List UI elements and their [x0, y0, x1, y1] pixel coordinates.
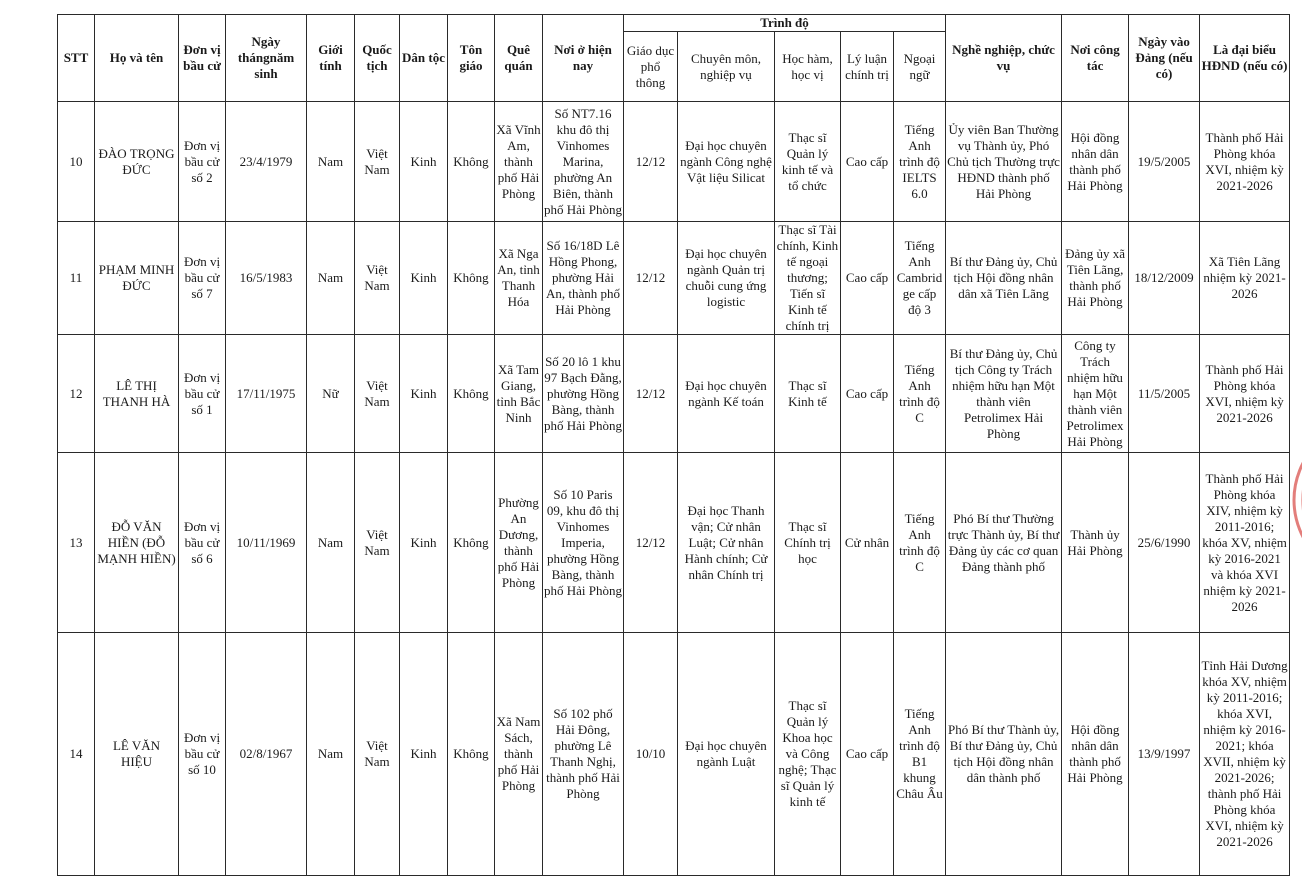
col-header-noi-o: Nơi ở hiện nay: [543, 15, 624, 102]
cell-ton-giao: Không: [448, 633, 495, 876]
cell-noi-o: Số 20 lô 1 khu 97 Bạch Đằng, phường Hồng Bàng, thành phố Hải Phòng: [543, 335, 624, 453]
table-row: [58, 633, 1290, 876]
cell-gioi-tinh: Nam: [307, 102, 355, 222]
cell-ngay-vao-dang: 18/12/2009: [1129, 222, 1200, 335]
cell-quoc-tich: Việt Nam: [355, 335, 400, 453]
red-seal-stamp: [1278, 415, 1302, 585]
cell-noi-cong-tac: Hội đồng nhân dân thành phố Hải Phòng: [1062, 102, 1129, 222]
cell-noi-cong-tac: Công ty Trách nhiệm hữu hạn Một thành viên Petrolimex Hải Phòng: [1062, 335, 1129, 453]
cell-dan-toc: Kinh: [400, 102, 448, 222]
col-header-chuyen-mon: Chuyên môn, nghiệp vụ: [678, 32, 775, 102]
cell-don-vi: Đơn vị bầu cử số 1: [179, 335, 226, 453]
cell-nghe-nghiep: Phó Bí thư Thường trực Thành ủy, Bí thư Đảng ủy các cơ quan Đảng thành phố: [946, 453, 1062, 633]
cell-noi-cong-tac: Thành ủy Hải Phòng: [1062, 453, 1129, 633]
cell-ngoai-ngu: Tiếng Anh trình độ B1 khung Châu Âu: [894, 633, 946, 876]
col-header-ngoai-ngu: Ngoại ngữ: [894, 32, 946, 102]
candidate-table: [57, 14, 1290, 876]
cell-chuyen-mon: Đại học chuyên ngành Luật: [678, 633, 775, 876]
cell-dai-bieu: Thành phố Hải Phòng khóa XIV, nhiệm kỳ 2011-2016; khóa XV, nhiệm kỳ 2016-2021 và khóa XVI nhiệm kỳ 2021-2026: [1200, 453, 1290, 633]
cell-noi-o: Số 102 phố Hải Đông, phường Lê Thanh Nghị, thành phố Hải Phòng: [543, 633, 624, 876]
cell-ngay-sinh: 16/5/1983: [226, 222, 307, 335]
cell-noi-cong-tac: Hội đồng nhân dân thành phố Hải Phòng: [1062, 633, 1129, 876]
cell-que-quan: Xã Tam Giang, tỉnh Bắc Ninh: [495, 335, 543, 453]
cell-quoc-tich: Việt Nam: [355, 222, 400, 335]
cell-ngay-sinh: 10/11/1969: [226, 453, 307, 633]
cell-ton-giao: Không: [448, 453, 495, 633]
cell-dan-toc: Kinh: [400, 222, 448, 335]
cell-dai-bieu: Thành phố Hải Phòng khóa XVI, nhiệm kỳ 2021-2026: [1200, 335, 1290, 453]
cell-ho-ten: ĐÀO TRỌNG ĐỨC: [95, 102, 179, 222]
cell-dan-toc: Kinh: [400, 633, 448, 876]
cell-ngay-vao-dang: 13/9/1997: [1129, 633, 1200, 876]
cell-ly-luan: Cao cấp: [841, 102, 894, 222]
cell-chuyen-mon: Đại học chuyên ngành Kế toán: [678, 335, 775, 453]
col-header-quoc-tich: Quốc tịch: [355, 15, 400, 102]
cell-ngay-sinh: 23/4/1979: [226, 102, 307, 222]
cell-gioi-tinh: Nữ: [307, 335, 355, 453]
cell-giao-duc: 12/12: [624, 102, 678, 222]
table-row: [58, 222, 1290, 335]
cell-nghe-nghiep: Ủy viên Ban Thường vụ Thành ủy, Phó Chủ tịch Thường trực HĐND thành phố Hải Phòng: [946, 102, 1062, 222]
col-header-dan-toc: Dân tộc: [400, 15, 448, 102]
table-row: [58, 335, 1290, 453]
cell-que-quan: Xã Vĩnh Am, thành phố Hải Phòng: [495, 102, 543, 222]
cell-ho-ten: LÊ THỊ THANH HÀ: [95, 335, 179, 453]
cell-chuyen-mon: Đại học Thanh vận; Cử nhân Luật; Cử nhân Hành chính; Cử nhân Chính trị: [678, 453, 775, 633]
cell-dai-bieu: Xã Tiên Lãng nhiệm kỳ 2021-2026: [1200, 222, 1290, 335]
cell-que-quan: Xã Nga An, tỉnh Thanh Hóa: [495, 222, 543, 335]
cell-hoc-ham: Thạc sĩ Quản lý Khoa học và Công nghệ; Thạc sĩ Quản lý kinh tế: [775, 633, 841, 876]
cell-ton-giao: Không: [448, 222, 495, 335]
col-header-hoc-ham: Học hàm, học vị: [775, 32, 841, 102]
cell-ngay-sinh: 02/8/1967: [226, 633, 307, 876]
col-header-stt: STT: [58, 15, 95, 102]
cell-dan-toc: Kinh: [400, 335, 448, 453]
cell-ngoai-ngu: Tiếng Anh trình độ C: [894, 453, 946, 633]
candidate-table-sheet: [57, 14, 1289, 859]
cell-hoc-ham: Thạc sĩ Chính trị học: [775, 453, 841, 633]
cell-ly-luan: Cao cấp: [841, 222, 894, 335]
cell-giao-duc: 12/12: [624, 453, 678, 633]
cell-ngay-vao-dang: 25/6/1990: [1129, 453, 1200, 633]
cell-chuyen-mon: Đại học chuyên ngành Quản trị chuỗi cung ứng logistic: [678, 222, 775, 335]
cell-stt: 11: [58, 222, 95, 335]
cell-chuyen-mon: Đại học chuyên ngành Công nghệ Vật liệu Silicat: [678, 102, 775, 222]
col-header-ngay-vao-dang: Ngày vào Đảng (nếu có): [1129, 15, 1200, 102]
cell-ly-luan: Cử nhân: [841, 453, 894, 633]
cell-nghe-nghiep: Bí thư Đảng ủy, Chủ tịch Công ty Trách nhiệm hữu hạn Một thành viên Petrolimex Hải Phòng: [946, 335, 1062, 453]
cell-que-quan: Xã Nam Sách, thành phố Hải Phòng: [495, 633, 543, 876]
cell-nghe-nghiep: Bí thư Đảng ủy, Chủ tịch Hội đồng nhân dân xã Tiên Lãng: [946, 222, 1062, 335]
cell-gioi-tinh: Nam: [307, 222, 355, 335]
cell-ly-luan: Cao cấp: [841, 335, 894, 453]
cell-ton-giao: Không: [448, 335, 495, 453]
col-header-ton-giao: Tôn giáo: [448, 15, 495, 102]
col-header-ngay-sinh: Ngày thángnăm sinh: [226, 15, 307, 102]
cell-dai-bieu: Tỉnh Hải Dương khóa XV, nhiệm kỳ 2011-2016; khóa XVI, nhiệm kỳ 2016-2021; khóa XVII, nhiệm kỳ 2021-2026; thành phố Hải Phòng khóa XVI, nhiệm kỳ 2021-2026: [1200, 633, 1290, 876]
cell-don-vi: Đơn vị bầu cử số 10: [179, 633, 226, 876]
cell-dai-bieu: Thành phố Hải Phòng khóa XVI, nhiệm kỳ 2021-2026: [1200, 102, 1290, 222]
cell-don-vi: Đơn vị bầu cử số 2: [179, 102, 226, 222]
cell-hoc-ham: Thạc sĩ Quản lý kinh tế và tổ chức: [775, 102, 841, 222]
cell-gioi-tinh: Nam: [307, 633, 355, 876]
cell-noi-o: Số 10 Paris 09, khu đô thị Vinhomes Imperia, phường Hồng Bàng, thành phố Hải Phòng: [543, 453, 624, 633]
col-header-que-quan: Quê quán: [495, 15, 543, 102]
col-group-trinh-do: Trình độ: [624, 15, 946, 32]
cell-quoc-tich: Việt Nam: [355, 453, 400, 633]
cell-ton-giao: Không: [448, 102, 495, 222]
cell-stt: 13: [58, 453, 95, 633]
cell-ho-ten: PHẠM MINH ĐỨC: [95, 222, 179, 335]
cell-giao-duc: 12/12: [624, 222, 678, 335]
col-header-ly-luan: Lý luận chính trị: [841, 32, 894, 102]
cell-giao-duc: 10/10: [624, 633, 678, 876]
cell-don-vi: Đơn vị bầu cử số 6: [179, 453, 226, 633]
col-header-noi-cong-tac: Nơi công tác: [1062, 15, 1129, 102]
cell-ly-luan: Cao cấp: [841, 633, 894, 876]
cell-ho-ten: ĐỖ VĂN HIỀN (ĐỖ MẠNH HIỀN): [95, 453, 179, 633]
cell-nghe-nghiep: Phó Bí thư Thành ủy, Bí thư Đảng ủy, Chủ tịch Hội đồng nhân dân thành phố: [946, 633, 1062, 876]
cell-ngay-sinh: 17/11/1975: [226, 335, 307, 453]
cell-ho-ten: LÊ VĂN HIỆU: [95, 633, 179, 876]
cell-stt: 10: [58, 102, 95, 222]
col-header-don-vi: Đơn vị bầu cử: [179, 15, 226, 102]
cell-quoc-tich: Việt Nam: [355, 633, 400, 876]
cell-hoc-ham: Thạc sĩ Kinh tế: [775, 335, 841, 453]
cell-noi-o: Số NT7.16 khu đô thị Vinhomes Marina, phường An Biên, thành phố Hải Phòng: [543, 102, 624, 222]
cell-gioi-tinh: Nam: [307, 453, 355, 633]
table-row: [58, 453, 1290, 633]
cell-ngoai-ngu: Tiếng Anh trình độ C: [894, 335, 946, 453]
cell-don-vi: Đơn vị bầu cử số 7: [179, 222, 226, 335]
cell-hoc-ham: Thạc sĩ Tài chính, Kinh tế ngoại thương; Tiến sĩ Kinh tế chính trị: [775, 222, 841, 335]
table-row: [58, 102, 1290, 222]
cell-ngay-vao-dang: 11/5/2005: [1129, 335, 1200, 453]
cell-ngay-vao-dang: 19/5/2005: [1129, 102, 1200, 222]
cell-giao-duc: 12/12: [624, 335, 678, 453]
cell-ngoai-ngu: Tiếng Anh Cambridge cấp độ 3: [894, 222, 946, 335]
cell-noi-o: Số 16/18D Lê Hồng Phong, phường Hải An, thành phố Hải Phòng: [543, 222, 624, 335]
col-header-ho-ten: Họ và tên: [95, 15, 179, 102]
cell-que-quan: Phường An Dương, thành phố Hải Phòng: [495, 453, 543, 633]
seal-arc-icon: [1278, 415, 1302, 585]
col-header-giao-duc: Giáo dục phổ thông: [624, 32, 678, 102]
cell-stt: 14: [58, 633, 95, 876]
col-header-gioi-tinh: Giới tính: [307, 15, 355, 102]
col-header-nghe-nghiep: Nghề nghiệp, chức vụ: [946, 15, 1062, 102]
cell-stt: 12: [58, 335, 95, 453]
cell-noi-cong-tac: Đảng ủy xã Tiên Lãng, thành phố Hải Phòng: [1062, 222, 1129, 335]
cell-ngoai-ngu: Tiếng Anh trình độ IELTS 6.0: [894, 102, 946, 222]
col-header-dai-bieu: Là đại biểu HĐND (nếu có): [1200, 15, 1290, 102]
cell-quoc-tich: Việt Nam: [355, 102, 400, 222]
cell-dan-toc: Kinh: [400, 453, 448, 633]
